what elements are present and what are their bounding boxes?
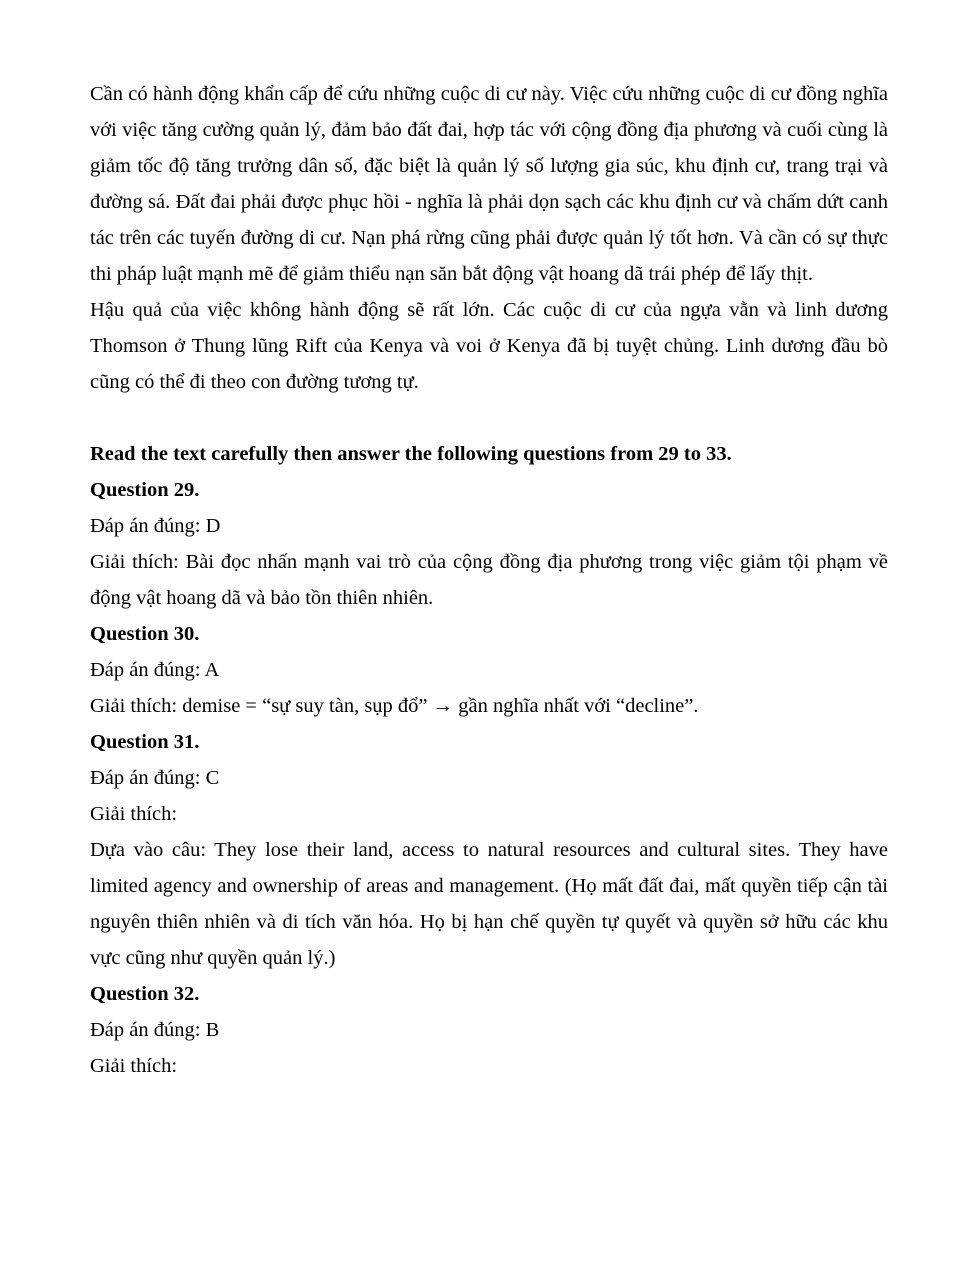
question-30-answer: Đáp án đúng: A [90, 659, 220, 681]
reading-passage-paragraph-2: Hậu quả của việc không hành động sẽ rất lớn. Các cuộc di cư của ngựa vằn và linh dương Thomson ở Thung lũng Rift của Kenya và voi ở Kenya đã bị tuyệt chủng. Linh dương đầu bò cũng có thể đi theo con đường tương tự. [90, 299, 888, 393]
question-31-heading: Question 31. [90, 731, 200, 753]
section-instruction: Read the text carefully then answer the following questions from 29 to 33. [90, 443, 732, 465]
reading-passage-paragraph-1: Cần có hành động khẩn cấp để cứu những cuộc di cư này. Việc cứu những cuộc di cư đồng nghĩa với việc tăng cường quản lý, đảm bảo đất đai, hợp tác với cộng đồng địa phương và cuối cùng là giảm tốc độ tăng trưởng dân số, đặc biệt là quản lý số lượng gia súc, khu định cư, trang trại và đường sá. Đất đai phải được phục hồi - nghĩa là phải dọn sạch các khu định cư và chấm dứt canh tác trên các tuyến đường di cư. Nạn phá rừng cũng phải được quản lý tốt hơn. Và cần có sự thực thi pháp luật mạnh mẽ để giảm thiểu nạn săn bắt động vật hoang dã trái phép để lấy thịt. [90, 83, 888, 285]
question-32-answer: Đáp án đúng: B [90, 1019, 220, 1041]
question-32-heading: Question 32. [90, 983, 200, 1005]
document-text-block [90, 76, 888, 1084]
question-30-heading: Question 30. [90, 623, 200, 645]
question-29-heading: Question 29. [90, 479, 200, 501]
question-29-explanation: Giải thích: Bài đọc nhấn mạnh vai trò của cộng đồng địa phương trong việc giảm tội phạm về động vật hoang dã và bảo tồn thiên nhiên. [90, 551, 888, 609]
question-29-answer: Đáp án đúng: D [90, 515, 221, 537]
blank-line [90, 400, 888, 436]
question-31-explanation-label: Giải thích: [90, 803, 178, 825]
question-31-answer: Đáp án đúng: C [90, 767, 220, 789]
question-30-explanation: Giải thích: demise = “sự suy tàn, sụp đổ” → gần nghĩa nhất với “decline”. [90, 695, 699, 717]
question-32-explanation-label: Giải thích: [90, 1055, 178, 1077]
question-31-explanation-body: Dựa vào câu: They lose their land, access to natural resources and cultural sites. They have limited agency and ownership of areas and management. (Họ mất đất đai, mất quyền tiếp cận tài nguyên thiên nhiên và di tích văn hóa. Họ bị hạn chế quyền tự quyết và quyền sở hữu các khu vực cũng như quyền quản lý.) [90, 839, 888, 969]
